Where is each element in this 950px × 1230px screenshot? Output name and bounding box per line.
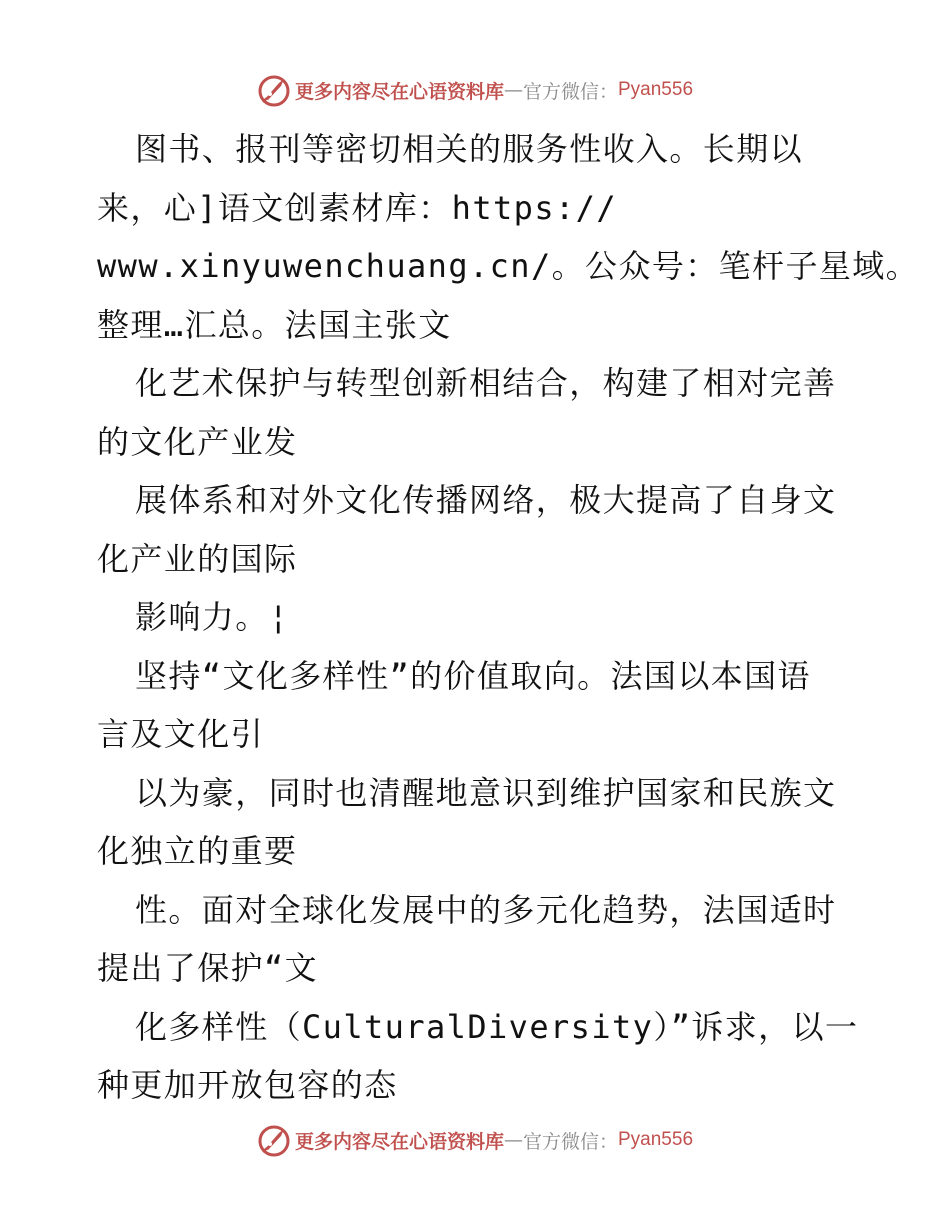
- document-body: [97, 120, 920, 1115]
- text-line: 展体系和对外文化传播网络，极大提高了自身文: [135, 481, 837, 519]
- text-line: 的文化产业发: [97, 422, 298, 461]
- text-line: 来，心]语文创素材库：https://: [97, 188, 617, 227]
- header-banner-wechat-id: Pyan556: [618, 79, 694, 100]
- text-line: 影响力。¦: [135, 598, 290, 636]
- text-line: 化多样性（CulturalDiversity）”诉求，以一: [135, 1007, 859, 1046]
- text-line: 以为豪，同时也清醒地意识到维护国家和民族文: [135, 773, 837, 812]
- text-line: 言及文化引: [97, 715, 265, 753]
- text-line: 化艺术保护与转型创新相结合，构建了相对完善: [135, 364, 837, 402]
- text-line: www.xinyuwenchuang.cn/。公众号：笔杆子星域。: [97, 247, 920, 285]
- text-line: 提出了保护“文: [97, 949, 319, 987]
- text-line: 化独立的重要: [97, 832, 298, 870]
- text-line: 性。面对全球化发展中的多元化趋势，法国适时: [135, 890, 837, 929]
- header-banner-wechat-label: 官方微信：: [522, 80, 618, 103]
- footer-banner-dash: —: [503, 1129, 523, 1151]
- quill-pen-circle-icon: [257, 73, 291, 107]
- footer-banner: [0, 1120, 950, 1160]
- quill-pen-circle-icon: [257, 1123, 291, 1157]
- text-line: 坚持“文化多样性”的价值取向。法国以本国语: [135, 656, 811, 695]
- header-banner-dash: —: [503, 79, 523, 101]
- footer-banner-wechat-label: 官方微信：: [522, 1130, 618, 1153]
- text-line: 化产业的国际: [97, 539, 298, 578]
- text-line: 图书、报刊等密切相关的服务性收入。长期以: [135, 130, 804, 168]
- footer-banner-wechat-id: Pyan556: [618, 1129, 694, 1150]
- footer-banner-main-text: 更多内容尽在心语资料库: [294, 1130, 504, 1153]
- text-line: 整理…汇总。法国主张文: [97, 305, 452, 344]
- header-banner: [0, 70, 950, 110]
- text-line: 种更加开放包容的态: [97, 1066, 398, 1104]
- header-banner-main-text: 更多内容尽在心语资料库: [294, 80, 504, 103]
